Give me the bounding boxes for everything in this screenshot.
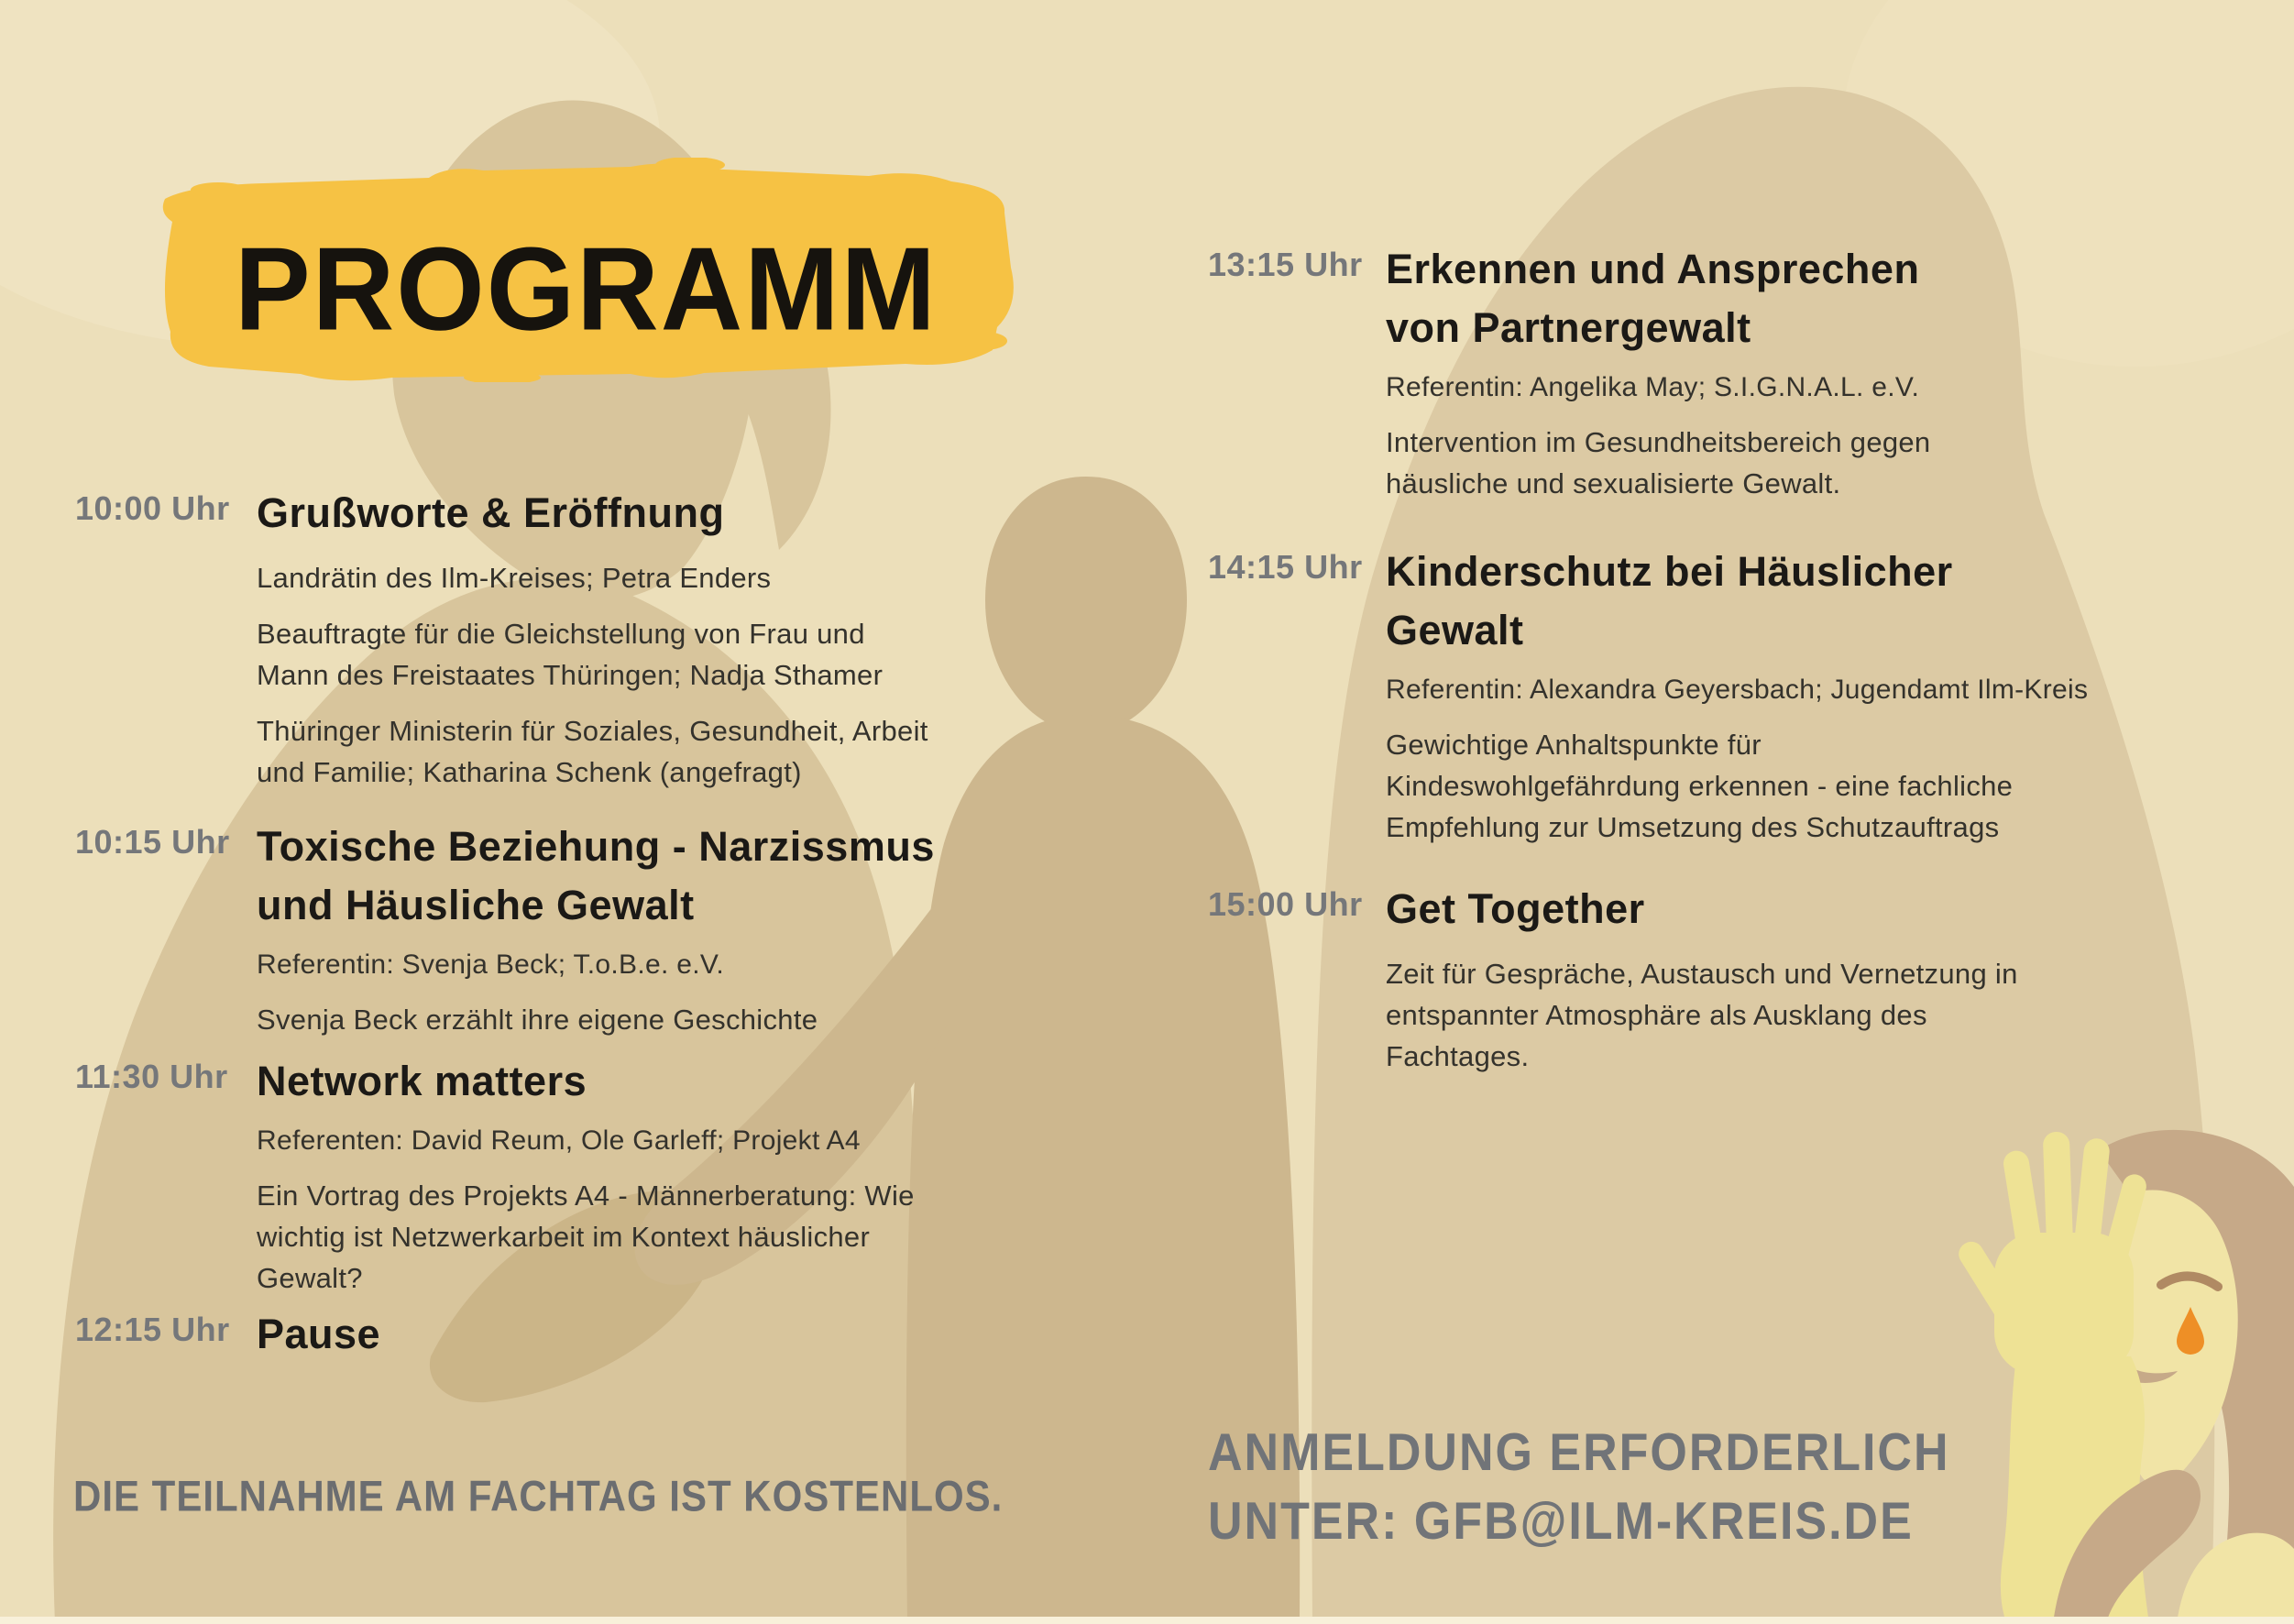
item-text-line: Kindeswohlgefährdung erkennen - eine fachliche (1386, 770, 2014, 802)
speaker-line: Referentin: Alexandra Geyersbach; Jugendamt Ilm-Kreis (1386, 675, 2089, 705)
page-title: PROGRAMM (235, 224, 938, 356)
item-content (257, 484, 1081, 793)
item-paragraph (1386, 953, 2146, 1077)
item-paragraph (257, 1175, 1081, 1299)
registration-line: ANMELDUNG ERFORDERLICH (1208, 1423, 1950, 1483)
item-text-line: Intervention im Gesundheitsbereich gegen (1386, 426, 1931, 458)
speaker-line: Referenten: David Reum, Ole Garleff; Projekt A4 (257, 1125, 861, 1156)
item-text-line: Fachtages. (1386, 1040, 1530, 1072)
time-label: 11:30 Uhr (75, 1058, 228, 1095)
item-text-line: Gewalt? (257, 1262, 363, 1294)
time-label: 10:00 Uhr (75, 489, 230, 527)
bottom-edge-strip (0, 1617, 2294, 1624)
item-content (257, 1305, 1081, 1364)
speaker-line: Referentin: Angelika May; S.I.G.N.A.L. e.V. (1386, 372, 1920, 402)
body-shape (2177, 1533, 2294, 1624)
item-title: Erkennen und Ansprechen (1386, 246, 1920, 292)
time-label: 15:00 Uhr (1208, 885, 1363, 923)
participation-note: DIE TEILNAHME AM FACHTAG IST KOSTENLOS. (73, 1472, 1004, 1520)
title-block (154, 158, 1015, 385)
item-text-line: und Familie; Katharina Schenk (angefragt) (257, 756, 802, 788)
item-paragraph (257, 999, 1081, 1040)
item-text-line: Gewichtige Anhaltspunkte für (1386, 729, 1762, 761)
item-title: Network matters (257, 1058, 587, 1104)
item-title: Pause (257, 1311, 381, 1357)
item-content (1386, 880, 2146, 1077)
item-paragraph (1386, 422, 2146, 504)
item-text-line: wichtig ist Netzwerkarbeit im Kontext häuslicher (257, 1221, 871, 1253)
item-content (257, 817, 1081, 1040)
time-label: 14:15 Uhr (1208, 548, 1363, 586)
crying-woman-illustration (1952, 1127, 2294, 1624)
item-text-line: Ein Vortrag des Projekts A4 - Männerberatung: Wie (257, 1180, 915, 1212)
registration-note (1208, 1419, 1950, 1556)
item-title: Gewalt (1386, 607, 1524, 653)
item-content (257, 1052, 1081, 1299)
speaker-line: Referentin: Svenja Beck; T.o.B.e. e.V. (257, 949, 725, 980)
item-paragraph (257, 613, 1081, 696)
item-content (1386, 543, 2146, 848)
item-title: Grußworte & Eröffnung (257, 489, 725, 536)
item-paragraph (257, 557, 1081, 598)
item-paragraph (1386, 724, 2146, 848)
time-label: 10:15 Uhr (75, 823, 230, 861)
item-text-line: Thüringer Ministerin für Soziales, Gesundheit, Arbeit (257, 715, 928, 747)
item-text-line: entspannter Atmosphäre als Ausklang des (1386, 999, 1927, 1031)
item-title: und Häusliche Gewalt (257, 882, 695, 928)
item-text-line: Beauftragte für die Gleichstellung von Frau und (257, 618, 865, 650)
item-text-line: häusliche und sexualisierte Gewalt. (1386, 467, 1841, 499)
item-title: Get Together (1386, 885, 1645, 932)
item-text-line: Svenja Beck erzählt ihre eigene Geschichte (257, 1004, 818, 1036)
item-paragraph (257, 710, 1081, 793)
time-label: 13:15 Uhr (1208, 246, 1363, 283)
registration-line: UNTER: GFB@ILM-KREIS.DE (1208, 1492, 1914, 1552)
item-content (1386, 240, 2146, 504)
item-title: Toxische Beziehung - Narzissmus (257, 823, 935, 870)
item-text-line: Mann des Freistaates Thüringen; Nadja Sthamer (257, 659, 884, 691)
item-text-line: Zeit für Gespräche, Austausch und Vernetzung in (1386, 958, 2018, 990)
item-title: von Partnergewalt (1386, 304, 1751, 351)
item-text-line: Empfehlung zur Umsetzung des Schutzauftrags (1386, 811, 2000, 843)
time-label: 12:15 Uhr (75, 1311, 230, 1348)
item-text-line: Landrätin des Ilm-Kreises; Petra Enders (257, 562, 772, 594)
item-title: Kinderschutz bei Häuslicher (1386, 548, 1953, 595)
